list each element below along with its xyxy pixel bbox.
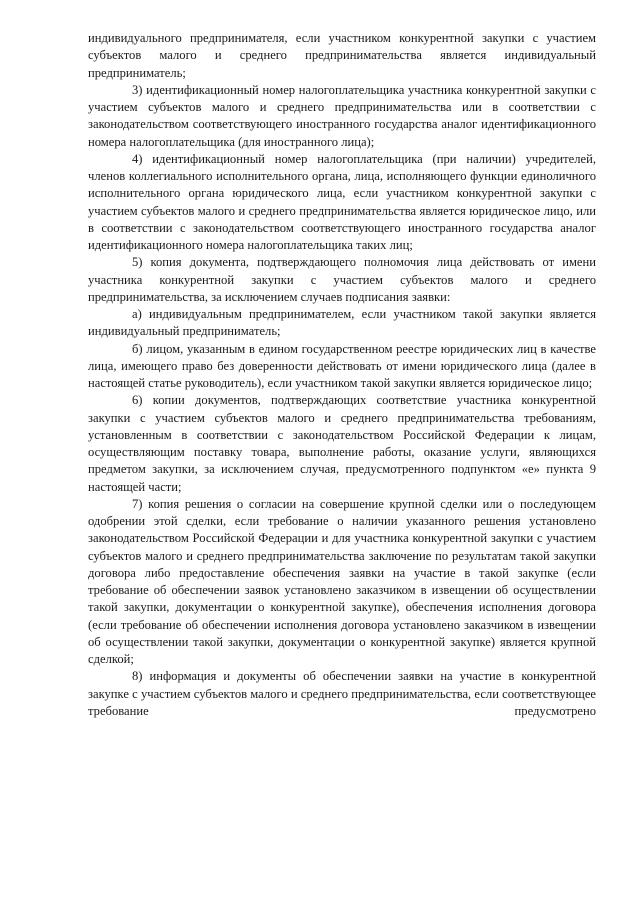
paragraph-item-5b: б) лицом, указанным в едином государственном реестре юридических лиц в качестве лица, имеющего право без доверенности действовать от имени юридического лица (далее в настоящей статье руководитель), если участником такой закупки является юридическое лицо; xyxy=(88,341,596,390)
paragraph-item-6: 6) копии документов, подтверждающих соответствие участника конкурентной закупки с участием субъектов малого и среднего предпринимательства требованиям, установленным в соответствии с законодательством Российской Федерации к лицам, осуществляющим поставку товара, выполнение работы, оказание услуги, являющихся предметом закупки, за исключением случая, предусмотренного подпунктом «е» пункта 9 настоящей части; xyxy=(88,393,596,494)
paragraph-item-5: 5) копия документа, подтверждающего полномочия лица действовать от имени участника конкурентной закупки с участием субъектов малого и среднего предпринимательства, за исключением случаев подписания заявки: xyxy=(88,255,596,304)
paragraph-item-4: 4) идентификационный номер налогоплательщика (при наличии) учредителей, членов коллегиального исполнительного органа, лица, исполняющего функции единоличного исполнительного органа юридического лица, если участником конкурентной закупки с участием субъектов малого и среднего предпринимательства является юридическое лицо, или в соответствии с законодательством соответствующего иностранного государства аналог идентификационного номера налогоплательщика таких лиц; xyxy=(88,151,596,252)
document-body xyxy=(88,30,596,720)
paragraph-item-7: 7) копия решения о согласии на совершение крупной сделки или о последующем одобрении этой сделки, если требование о наличии указанного решения установлено законодательством Российской Федерации и для участника конкурентной закупки с участием субъектов малого и среднего предпринимательства заключение по результатам такой закупки договора либо предоставление обеспечения заявки на участие в такой закупке (если требование об обеспечении заявок установлено заказчиком в извещении об осуществлении такой закупки, документации о конкурентной закупке), обеспечения исполнения договора (если требование об обеспечении исполнения договора установлено заказчиком в извещении об осуществлении такой закупки, документации о конкурентной закупке) является крупной сделкой; xyxy=(88,496,596,666)
paragraph-continuation: индивидуального предпринимателя, если участником конкурентной закупки с участием субъектов малого и среднего предпринимательства является индивидуальный предприниматель; xyxy=(88,31,596,80)
paragraph-item-3: 3) идентификационный номер налогоплательщика участника конкурентной закупки с участием субъектов малого и среднего предпринимательства или в соответствии с законодательством соответствующего иностранного государства аналог идентификационного номера налогоплательщика (для иностранного лица); xyxy=(88,82,596,149)
paragraph-item-5a: а) индивидуальным предпринимателем, если участником такой закупки является индивидуальный предприниматель; xyxy=(88,307,596,339)
paragraph-item-8: 8) информация и документы об обеспечении заявки на участие в конкурентной закупке с участием субъектов малого и среднего предпринимательства, если соответствующее требование предусмотрено xyxy=(88,669,596,718)
